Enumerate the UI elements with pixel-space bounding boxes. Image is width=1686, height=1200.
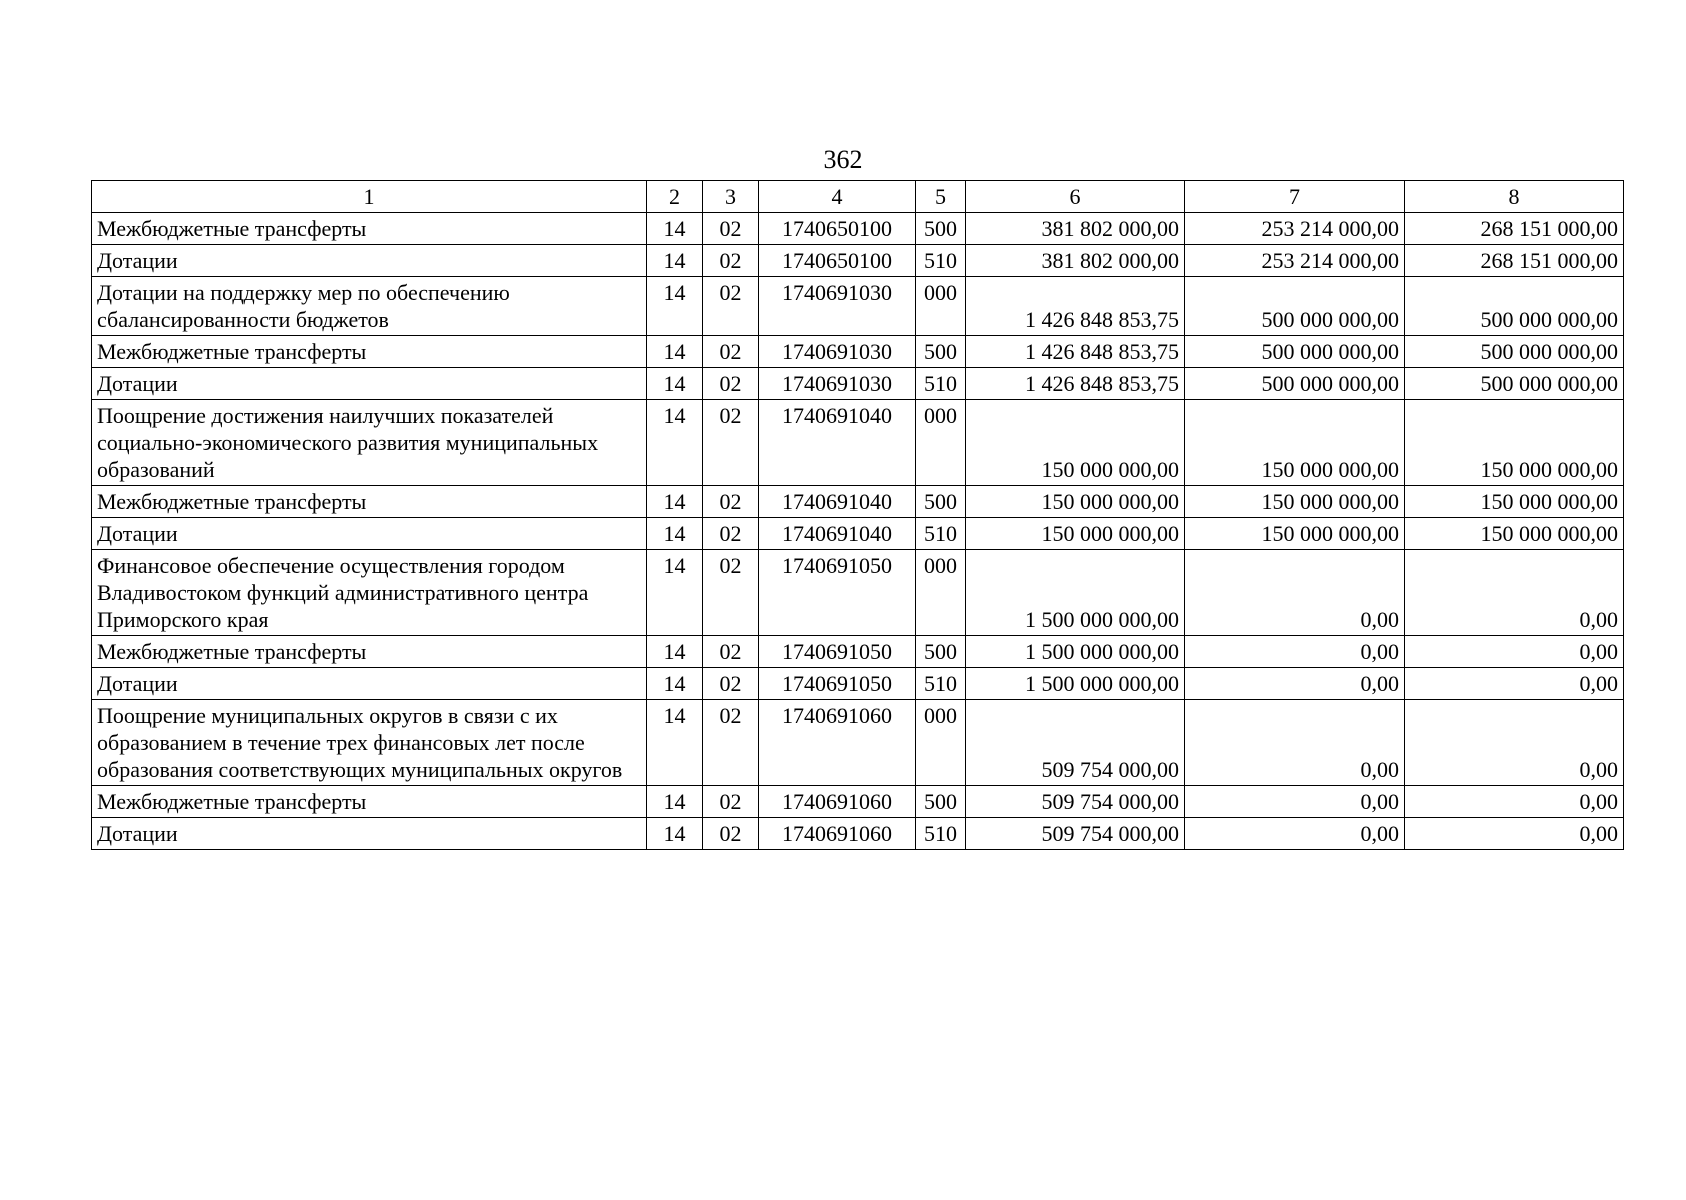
- table-row: [92, 818, 1624, 850]
- expense-type-code: 500: [916, 213, 966, 245]
- table-row: [92, 400, 1624, 486]
- amount-col-7: 253 214 000,00: [1185, 213, 1405, 245]
- column-header: 4: [759, 181, 916, 213]
- amount-col-8: 0,00: [1405, 668, 1624, 700]
- subsection-code: 02: [703, 336, 759, 368]
- row-name: Дотации на поддержку мер по обеспечению сбалансированности бюджетов: [92, 277, 647, 336]
- column-header: 3: [703, 181, 759, 213]
- section-code: 14: [647, 518, 703, 550]
- target-article-code: 1740650100: [759, 213, 916, 245]
- amount-col-8: 268 151 000,00: [1405, 213, 1624, 245]
- subsection-code: 02: [703, 668, 759, 700]
- column-header: 5: [916, 181, 966, 213]
- amount-col-6: 1 500 000 000,00: [966, 550, 1185, 636]
- section-code: 14: [647, 786, 703, 818]
- amount-col-7: 0,00: [1185, 818, 1405, 850]
- amount-col-6: 509 754 000,00: [966, 818, 1185, 850]
- target-article-code: 1740650100: [759, 245, 916, 277]
- section-code: 14: [647, 336, 703, 368]
- table-row: [92, 636, 1624, 668]
- amount-col-7: 0,00: [1185, 636, 1405, 668]
- expense-type-code: 510: [916, 668, 966, 700]
- row-name: Поощрение достижения наилучших показателей социально-экономического развития муниципальных образований: [92, 400, 647, 486]
- amount-col-7: 500 000 000,00: [1185, 336, 1405, 368]
- table-row: [92, 786, 1624, 818]
- subsection-code: 02: [703, 486, 759, 518]
- amount-col-6: 1 426 848 853,75: [966, 277, 1185, 336]
- amount-col-8: 150 000 000,00: [1405, 518, 1624, 550]
- column-header: 8: [1405, 181, 1624, 213]
- expense-type-code: 000: [916, 700, 966, 786]
- table-row: [92, 336, 1624, 368]
- header-row: [92, 181, 1624, 213]
- row-name: Дотации: [92, 518, 647, 550]
- column-header: 2: [647, 181, 703, 213]
- table-row: [92, 700, 1624, 786]
- table-row: [92, 368, 1624, 400]
- row-name: Межбюджетные трансферты: [92, 486, 647, 518]
- table-row: [92, 518, 1624, 550]
- amount-col-6: 150 000 000,00: [966, 486, 1185, 518]
- subsection-code: 02: [703, 518, 759, 550]
- amount-col-8: 150 000 000,00: [1405, 400, 1624, 486]
- target-article-code: 1740691030: [759, 368, 916, 400]
- amount-col-7: 150 000 000,00: [1185, 400, 1405, 486]
- subsection-code: 02: [703, 636, 759, 668]
- amount-col-8: 0,00: [1405, 636, 1624, 668]
- target-article-code: 1740691040: [759, 486, 916, 518]
- row-name: Межбюджетные трансферты: [92, 636, 647, 668]
- target-article-code: 1740691060: [759, 700, 916, 786]
- row-name: Финансовое обеспечение осуществления городом Владивостоком функций административного центра Приморского края: [92, 550, 647, 636]
- amount-col-6: 1 500 000 000,00: [966, 668, 1185, 700]
- row-name: Межбюджетные трансферты: [92, 786, 647, 818]
- table-row: [92, 486, 1624, 518]
- expense-type-code: 500: [916, 336, 966, 368]
- section-code: 14: [647, 213, 703, 245]
- amount-col-6: 509 754 000,00: [966, 700, 1185, 786]
- column-header: 6: [966, 181, 1185, 213]
- target-article-code: 1740691050: [759, 668, 916, 700]
- section-code: 14: [647, 668, 703, 700]
- amount-col-8: 500 000 000,00: [1405, 277, 1624, 336]
- row-name: Межбюджетные трансферты: [92, 213, 647, 245]
- expense-type-code: 510: [916, 368, 966, 400]
- row-name: Дотации: [92, 245, 647, 277]
- subsection-code: 02: [703, 550, 759, 636]
- subsection-code: 02: [703, 786, 759, 818]
- table-row: [92, 668, 1624, 700]
- section-code: 14: [647, 245, 703, 277]
- target-article-code: 1740691060: [759, 818, 916, 850]
- budget-table: [91, 180, 1624, 850]
- row-name: Поощрение муниципальных округов в связи с их образованием в течение трех финансовых лет после образования соответствующих муниципальных округов: [92, 700, 647, 786]
- amount-col-7: 0,00: [1185, 786, 1405, 818]
- expense-type-code: 500: [916, 786, 966, 818]
- amount-col-8: 0,00: [1405, 818, 1624, 850]
- expense-type-code: 510: [916, 818, 966, 850]
- row-name: Дотации: [92, 668, 647, 700]
- subsection-code: 02: [703, 245, 759, 277]
- section-code: 14: [647, 700, 703, 786]
- amount-col-8: 500 000 000,00: [1405, 336, 1624, 368]
- expense-type-code: 000: [916, 550, 966, 636]
- expense-type-code: 000: [916, 277, 966, 336]
- amount-col-7: 500 000 000,00: [1185, 277, 1405, 336]
- row-name: Дотации: [92, 818, 647, 850]
- section-code: 14: [647, 277, 703, 336]
- page-number: 362: [823, 145, 863, 174]
- amount-col-8: 0,00: [1405, 700, 1624, 786]
- subsection-code: 02: [703, 368, 759, 400]
- target-article-code: 1740691050: [759, 636, 916, 668]
- table-row: [92, 277, 1624, 336]
- amount-col-6: 150 000 000,00: [966, 400, 1185, 486]
- expense-type-code: 500: [916, 486, 966, 518]
- amount-col-8: 500 000 000,00: [1405, 368, 1624, 400]
- section-code: 14: [647, 550, 703, 636]
- subsection-code: 02: [703, 818, 759, 850]
- subsection-code: 02: [703, 700, 759, 786]
- amount-col-6: 381 802 000,00: [966, 245, 1185, 277]
- expense-type-code: 500: [916, 636, 966, 668]
- column-header: 1: [92, 181, 647, 213]
- section-code: 14: [647, 636, 703, 668]
- amount-col-6: 509 754 000,00: [966, 786, 1185, 818]
- amount-col-6: 150 000 000,00: [966, 518, 1185, 550]
- table-row: [92, 213, 1624, 245]
- target-article-code: 1740691040: [759, 518, 916, 550]
- amount-col-8: 0,00: [1405, 550, 1624, 636]
- amount-col-6: 1 426 848 853,75: [966, 336, 1185, 368]
- target-article-code: 1740691060: [759, 786, 916, 818]
- amount-col-7: 500 000 000,00: [1185, 368, 1405, 400]
- amount-col-7: 150 000 000,00: [1185, 486, 1405, 518]
- row-name: Дотации: [92, 368, 647, 400]
- subsection-code: 02: [703, 213, 759, 245]
- amount-col-8: 150 000 000,00: [1405, 486, 1624, 518]
- section-code: 14: [647, 400, 703, 486]
- table-row: [92, 245, 1624, 277]
- amount-col-7: 0,00: [1185, 700, 1405, 786]
- amount-col-6: 1 426 848 853,75: [966, 368, 1185, 400]
- subsection-code: 02: [703, 277, 759, 336]
- expense-type-code: 510: [916, 518, 966, 550]
- amount-col-6: 1 500 000 000,00: [966, 636, 1185, 668]
- amount-col-7: 150 000 000,00: [1185, 518, 1405, 550]
- amount-col-7: 0,00: [1185, 550, 1405, 636]
- section-code: 14: [647, 818, 703, 850]
- expense-type-code: 000: [916, 400, 966, 486]
- subsection-code: 02: [703, 400, 759, 486]
- target-article-code: 1740691050: [759, 550, 916, 636]
- target-article-code: 1740691040: [759, 400, 916, 486]
- target-article-code: 1740691030: [759, 336, 916, 368]
- target-article-code: 1740691030: [759, 277, 916, 336]
- amount-col-7: 0,00: [1185, 668, 1405, 700]
- amount-col-8: 0,00: [1405, 786, 1624, 818]
- amount-col-7: 253 214 000,00: [1185, 245, 1405, 277]
- section-code: 14: [647, 368, 703, 400]
- column-header: 7: [1185, 181, 1405, 213]
- table-row: [92, 550, 1624, 636]
- amount-col-8: 268 151 000,00: [1405, 245, 1624, 277]
- expense-type-code: 510: [916, 245, 966, 277]
- amount-col-6: 381 802 000,00: [966, 213, 1185, 245]
- row-name: Межбюджетные трансферты: [92, 336, 647, 368]
- section-code: 14: [647, 486, 703, 518]
